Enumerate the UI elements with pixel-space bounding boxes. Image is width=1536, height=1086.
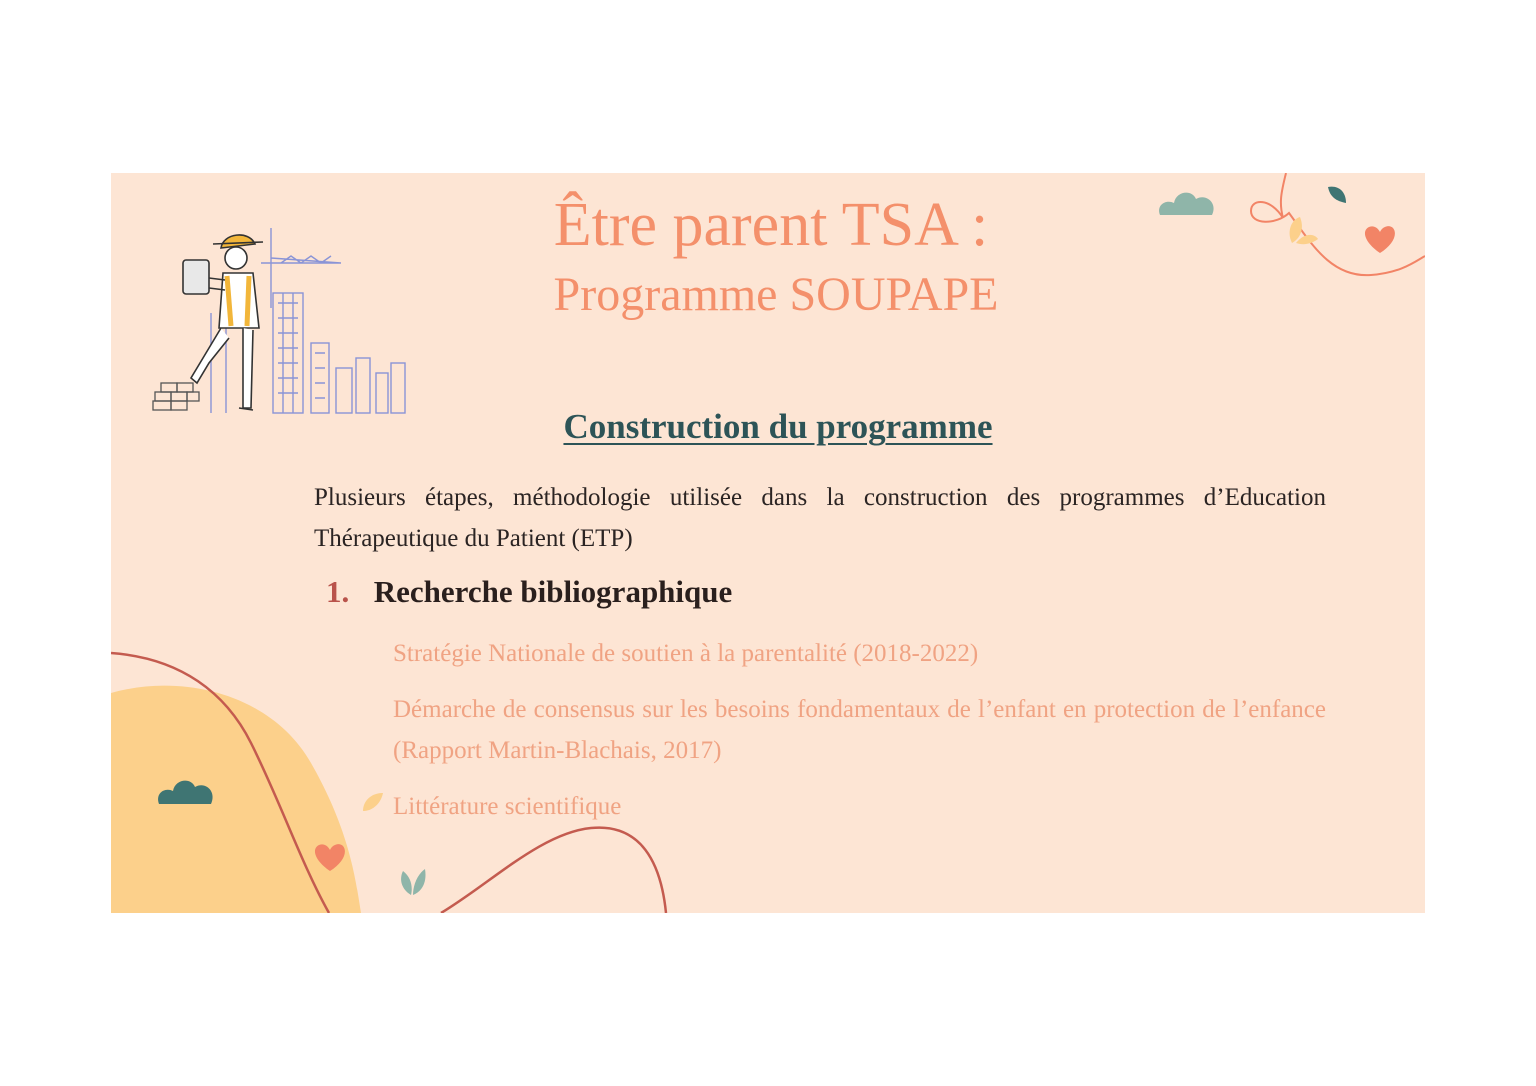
- step-item: [326, 574, 732, 610]
- leaf-icon: [361, 791, 385, 813]
- step-number: 1.: [326, 574, 350, 609]
- slide: [111, 173, 1425, 913]
- slide-title: Être parent TSA :: [553, 191, 989, 259]
- bullet-item: Littérature scientifique: [393, 793, 622, 820]
- intro-paragraph: Plusieurs étapes, méthodologie utilisée dans la construction des programmes d’Education Thérapeutique du Patient (ETP): [314, 484, 1326, 552]
- section-heading: Construction du programme: [563, 407, 993, 446]
- cloud-icon: [155, 773, 217, 807]
- bullet-item: Stratégie Nationale de soutien à la parentalité (2018-2022): [393, 640, 979, 667]
- heart-icon: [313, 841, 347, 873]
- leaf-icon: [397, 863, 429, 897]
- slide-subtitle: Programme SOUPAPE: [553, 268, 999, 321]
- bullet-item: Démarche de consensus sur les besoins fondamentaux de l’enfant en protection de l’enfance (Rapport Martin-Blachais, 2017): [393, 696, 1326, 764]
- curve-line-bottom: [441, 828, 666, 913]
- step-label: Recherche bibliographique: [373, 574, 733, 609]
